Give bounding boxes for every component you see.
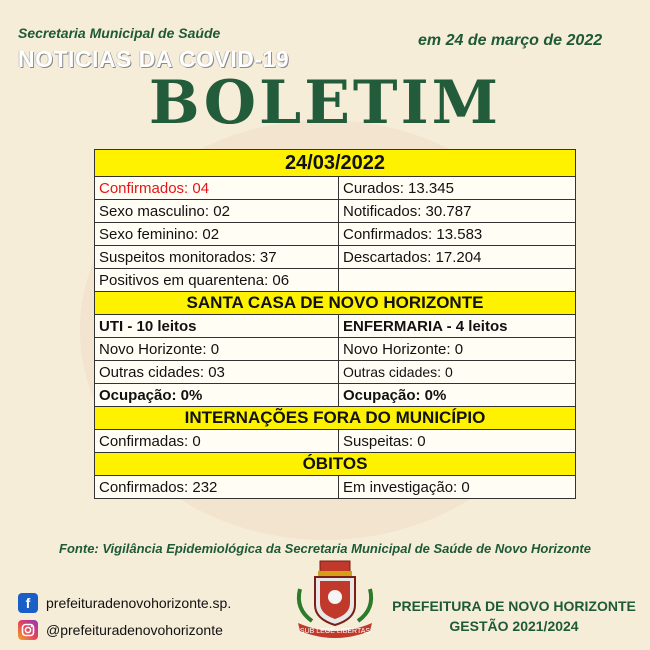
obitos-confirmados: Confirmados: 232: [95, 476, 339, 499]
table-row: [95, 315, 576, 338]
section-header-row: [95, 453, 576, 476]
municipal-crest-icon: [290, 559, 380, 639]
descartados: Descartados: 17.204: [339, 246, 576, 269]
source-note: Fonte: Vigilância Epidemiológica da Secretaria Municipal de Saúde de Novo Horizonte: [59, 541, 591, 556]
positivos-quarentena: Positivos em quarentena: 06: [95, 269, 339, 292]
table-row: [95, 246, 576, 269]
facebook-link[interactable]: [18, 593, 231, 613]
section-header-row: [95, 292, 576, 315]
instagram-link[interactable]: [18, 620, 223, 640]
internacoes-heading: INTERNAÇÕES FORA DO MUNICÍPIO: [95, 407, 576, 430]
table-row: [95, 177, 576, 200]
instagram-handle: @prefeituradenovohorizonte: [46, 622, 223, 638]
table-row: [95, 200, 576, 223]
svg-text:SUB LEGE LIBERTAS: SUB LEGE LIBERTAS: [299, 628, 371, 635]
curados: Curados: 13.345: [339, 177, 576, 200]
obitos-heading: ÓBITOS: [95, 453, 576, 476]
internacoes-confirmadas: Confirmadas: 0: [95, 430, 339, 453]
instagram-icon: [18, 620, 38, 640]
noticias-heading: NOTICIAS DA COVID-19: [18, 46, 290, 72]
table-row: [95, 384, 576, 407]
bulletin-date: 24/03/2022: [95, 150, 576, 177]
uti-outras-cidades: Outras cidades: 03: [95, 361, 339, 384]
facebook-handle: prefeituradenovohorizonte.sp.: [46, 595, 232, 611]
enfermaria-outras-cidades: Outras cidades: 0: [339, 361, 576, 384]
table-row: [95, 338, 576, 361]
uti-ocupacao: Ocupação: 0%: [95, 384, 339, 407]
table-row: [95, 223, 576, 246]
confirmados-total: Confirmados: 13.583: [339, 223, 576, 246]
suspeitos-monitorados: Suspeitos monitorados: 37: [95, 246, 339, 269]
table-row: [95, 430, 576, 453]
internacoes-suspeitas: Suspeitas: 0: [339, 430, 576, 453]
enfermaria-title: ENFERMARIA - 4 leitos: [339, 315, 576, 338]
secretaria-label: Secretaria Municipal de Saúde: [18, 25, 221, 41]
enfermaria-ocupacao: Ocupação: 0%: [339, 384, 576, 407]
confirmados-dia: Confirmados: 04: [95, 177, 339, 200]
table-date-row: [95, 150, 576, 177]
table-row: [95, 361, 576, 384]
uti-novo-horizonte: Novo Horizonte: 0: [95, 338, 339, 361]
header-date: em 24 de março de 2022: [418, 32, 603, 49]
facebook-icon: f: [18, 593, 38, 613]
section-header-row: [95, 407, 576, 430]
prefeitura-name: PREFEITURA DE NOVO HORIZONTE: [392, 598, 636, 614]
sexo-feminino: Sexo feminino: 02: [95, 223, 339, 246]
santa-casa-heading: SANTA CASA DE NOVO HORIZONTE: [95, 292, 576, 315]
notificados: Notificados: 30.787: [339, 200, 576, 223]
bulletin-table: [94, 149, 576, 499]
boletim-title: BOLETIM: [148, 68, 502, 138]
enfermaria-novo-horizonte: Novo Horizonte: 0: [339, 338, 576, 361]
gestao-label: GESTÃO 2021/2024: [449, 618, 579, 634]
uti-title: UTI - 10 leitos: [95, 315, 339, 338]
empty-cell: [339, 269, 576, 292]
obitos-investigacao: Em investigação: 0: [339, 476, 576, 499]
sexo-masculino: Sexo masculino: 02: [95, 200, 339, 223]
table-row: [95, 269, 576, 292]
table-row: [95, 476, 576, 499]
